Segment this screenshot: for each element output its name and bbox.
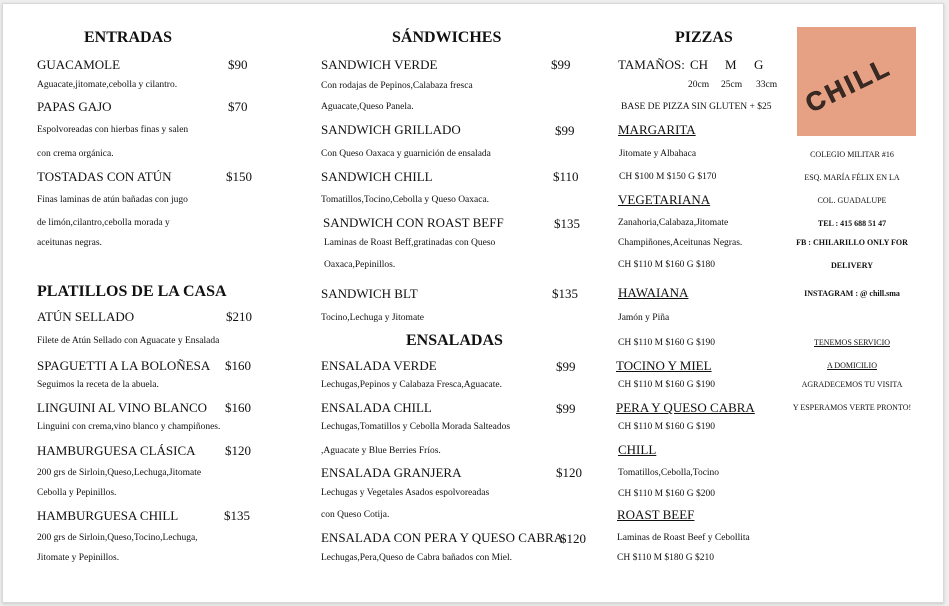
item-desc: ,Aguacate y Blue Berries Fríos.: [321, 446, 441, 456]
item-price: $90: [228, 57, 248, 72]
item-desc: Lechugas,Pera,Queso de Cabra bañados con Miel.: [321, 553, 512, 563]
item-name: SANDWICH CHILL: [321, 169, 433, 184]
item-desc: Con rodajas de Pepinos,Calabaza fresca: [321, 81, 473, 91]
pizza-prices: CH $110 M $160 G $190: [618, 380, 716, 390]
item-name: LINGUINI AL VINO BLANCO: [37, 400, 208, 415]
address-line: COLEGIO MILITAR #16: [810, 150, 894, 159]
sizes-label: TAMAÑOS:: [618, 57, 685, 72]
item-price: $99: [556, 359, 576, 374]
item-name: ENSALADA GRANJERA: [321, 465, 462, 480]
item-desc: Seguimos la receta de la abuela.: [37, 380, 159, 390]
item-price: $120: [560, 531, 586, 546]
pizza-desc: Jamón y Piña: [618, 313, 670, 323]
item-desc: Filete de Atún Sellado con Aguacate y Ensalada: [37, 336, 220, 346]
size-cm-g: 33cm: [756, 80, 778, 90]
item-desc: 200 grs de Sirloin,Queso,Lechuga,Jitomate: [37, 468, 202, 478]
section-title-sandwiches: SÁNDWICHES: [392, 29, 502, 46]
delivery-service: A DOMICILIO: [827, 361, 877, 370]
size-g: G: [754, 57, 764, 72]
item-desc: Tocino,Lechuga y Jitomate: [321, 313, 425, 323]
item-name: TOSTADAS CON ATÚN: [37, 169, 172, 184]
item-name: SANDWICH VERDE: [321, 57, 438, 72]
menu-page: [2, 3, 944, 603]
pizza-name: TOCINO Y MIEL: [616, 358, 712, 373]
item-desc: Tomatillos,Tocino,Cebolla y Queso Oaxaca.: [321, 195, 490, 205]
pizza-name: PERA Y QUESO CABRA: [616, 400, 755, 415]
size-ch: CH: [690, 57, 709, 72]
pizza-name: VEGETARIANA: [618, 192, 711, 207]
pizza-desc: Champiñones,Aceitunas Negras.: [618, 238, 743, 248]
item-name: SANDWICH CON ROAST BEFF: [323, 215, 504, 230]
pizza-name: MARGARITA: [618, 122, 696, 137]
item-price: $135: [552, 286, 578, 301]
size-cm-ch: 20cm: [688, 80, 710, 90]
item-desc: Lechugas,Pepinos y Calabaza Fresca,Aguacate.: [321, 380, 502, 390]
chill-logo-graphic: [797, 27, 916, 136]
item-desc: aceitunas negras.: [37, 238, 102, 248]
item-price: $135: [224, 508, 250, 523]
pizza-prices: CH $110 M $160 G $190: [618, 422, 716, 432]
pizza-name: HAWAIANA: [618, 285, 689, 300]
item-name: ENSALADA VERDE: [321, 358, 437, 373]
item-desc: con Queso Cotija.: [321, 510, 390, 520]
instagram-handle: INSTAGRAM : @ chill.sma: [804, 289, 900, 298]
item-name: PAPAS GAJO: [37, 99, 112, 114]
pizza-prices: CH $110 M $160 G $200: [618, 489, 716, 499]
phone-number: TEL : 415 688 51 47: [817, 219, 887, 228]
item-desc: Laminas de Roast Beff,gratinadas con Queso: [324, 238, 496, 248]
item-desc: Cebolla y Pepinillos.: [37, 488, 117, 498]
pizza-prices: CH $110 M $160 G $180: [618, 260, 716, 270]
item-desc: Lechugas,Tomatillos y Cebolla Morada Salteados: [321, 422, 511, 432]
item-name: HAMBURGUESA CHILL: [37, 508, 179, 523]
item-name: SANDWICH GRILLADO: [321, 122, 461, 137]
item-desc: Con Queso Oaxaca y guarnición de ensalada: [321, 149, 491, 159]
item-desc: Oaxaca,Pepinillos.: [324, 260, 396, 270]
item-price: $160: [225, 358, 251, 373]
pizza-name: CHILL: [618, 442, 657, 457]
chill-logo: [797, 27, 916, 136]
pizza-desc: Zanahoria,Calabaza,Jitomate: [618, 218, 729, 228]
address-line: COL. GUADALUPE: [817, 196, 887, 205]
item-desc: Espolvoreadas con hierbas finas y salen: [37, 125, 189, 135]
item-desc: Linguini con crema,vino blanco y champiñones.: [37, 422, 221, 432]
item-desc: con crema orgánica.: [37, 149, 114, 159]
item-price: $150: [226, 169, 252, 184]
item-price: $99: [556, 401, 576, 416]
item-name: SANDWICH BLT: [321, 286, 418, 301]
logo-text: CHILL: [800, 51, 896, 119]
size-m: M: [725, 57, 737, 72]
item-price: $70: [228, 99, 248, 114]
thanks-message: AGRADECEMOS TU VISITA: [801, 380, 903, 389]
address-line: ESQ. MARÍA FÉLIX EN LA: [804, 173, 900, 182]
size-cm-m: 25cm: [721, 80, 743, 90]
section-title-entradas: ENTRADAS: [84, 29, 173, 46]
delivery-service: TENEMOS SERVICIO: [813, 338, 891, 347]
item-price: $210: [226, 309, 252, 324]
item-desc: 200 grs de Sirloin,Queso,Tocino,Lechuga,: [37, 533, 198, 543]
gluten-free-note: BASE DE PIZZA SIN GLUTEN + $25: [621, 102, 772, 112]
item-name: GUACAMOLE: [37, 57, 121, 72]
item-desc: Aguacate,jitomate,cebolla y cilantro.: [37, 80, 178, 90]
item-desc: Aguacate,Queso Panela.: [321, 102, 414, 112]
item-desc: Lechugas y Vegetales Asados espolvoreadas: [321, 488, 490, 498]
item-price: $99: [555, 123, 575, 138]
pizza-desc: Jitomate y Albahaca: [619, 149, 697, 159]
item-name: ENSALADA CON PERA Y QUESO CABRA: [321, 530, 564, 545]
item-name: ENSALADA CHILL: [321, 400, 432, 415]
thanks-message: Y ESPERAMOS VERTE PRONTO!: [792, 403, 912, 412]
section-title-platillos: PLATILLOS DE LA CASA: [37, 283, 227, 300]
item-price: $120: [556, 465, 582, 480]
item-name: HAMBURGUESA CLÁSICA: [37, 443, 196, 458]
item-desc: Jitomate y Pepinillos.: [37, 553, 120, 563]
pizza-name: ROAST BEEF: [617, 507, 695, 522]
item-desc: Finas laminas de atún bañadas con jugo: [37, 195, 188, 205]
section-title-ensaladas: ENSALADAS: [406, 332, 503, 349]
section-title-pizzas: PIZZAS: [675, 29, 733, 46]
pizza-prices: CH $110 M $160 G $190: [618, 338, 716, 348]
facebook-info: FB : CHILARILLO ONLY FOR: [796, 238, 908, 247]
item-price: $110: [553, 169, 579, 184]
facebook-info: DELIVERY: [831, 261, 873, 270]
pizza-prices: CH $100 M $150 G $170: [619, 172, 717, 182]
item-price: $120: [225, 443, 251, 458]
item-desc: de limón,cilantro,cebolla morada y: [37, 218, 170, 228]
item-name: SPAGUETTI A LA BOLOÑESA: [37, 358, 211, 373]
pizza-desc: Tomatillos,Cebolla,Tocino: [618, 468, 720, 478]
item-name: ATÚN SELLADO: [37, 309, 135, 324]
item-price: $99: [551, 57, 571, 72]
item-price: $160: [225, 400, 251, 415]
item-price: $135: [554, 216, 580, 231]
pizza-desc: Laminas de Roast Beef y Cebollita: [617, 533, 750, 543]
pizza-prices: CH $110 M $180 G $210: [617, 553, 715, 563]
